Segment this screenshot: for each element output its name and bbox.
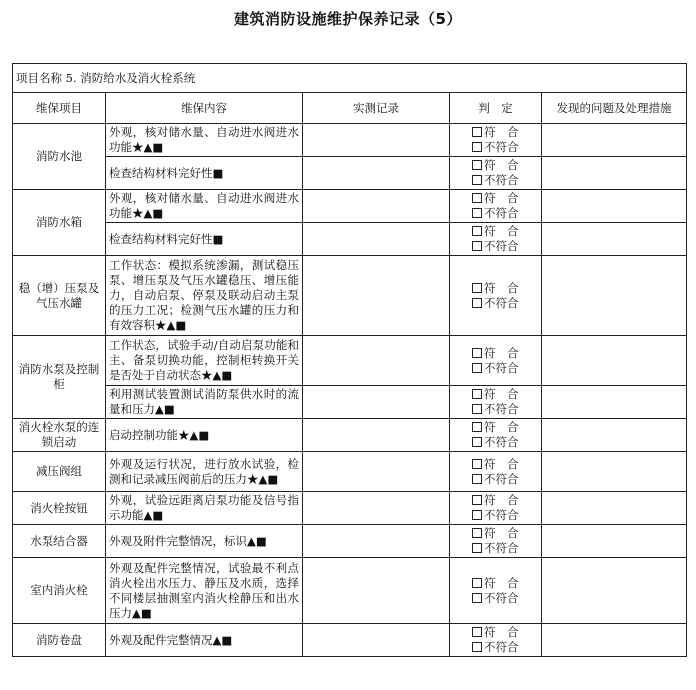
maintenance-item: 消防水池: [13, 124, 106, 190]
maintenance-item: 水泵结合器: [13, 525, 106, 558]
judgement-cell: [450, 419, 542, 452]
judge-pass-label: 符 合: [484, 191, 519, 205]
judgement-cell: [450, 157, 542, 190]
judgement-cell: [450, 336, 542, 386]
judge-pass-option[interactable]: [472, 457, 539, 472]
measured-record-cell[interactable]: [303, 256, 450, 336]
checkbox-icon[interactable]: [472, 283, 482, 293]
table-row: [13, 558, 687, 624]
maintenance-item: 稳（增）压泵及气压水罐: [13, 256, 106, 336]
judge-fail-label: 不符合: [484, 508, 519, 522]
maintenance-content: 工作状态：模拟系统渗漏，测试稳压泵、增压泵及气压水罐稳压、增压能力，自动启泵、停泵及联动启动主泵的压力工况；检测气压水罐的压力和有效容积★▲■: [106, 256, 303, 336]
judge-pass-option[interactable]: [472, 191, 539, 206]
checkbox-icon[interactable]: [472, 160, 482, 170]
judge-pass-label: 符 合: [484, 526, 519, 540]
judge-fail-option[interactable]: [472, 361, 539, 376]
judgement-cell: [450, 124, 542, 157]
measured-record-cell[interactable]: [303, 419, 450, 452]
judgement-cell: [450, 452, 542, 492]
judge-pass-option[interactable]: [472, 625, 539, 640]
maintenance-record-table: [12, 63, 687, 657]
table-row: [13, 124, 687, 157]
issues-cell[interactable]: [542, 558, 687, 624]
judge-pass-option[interactable]: [472, 387, 539, 402]
issues-cell[interactable]: [542, 386, 687, 419]
judge-fail-option[interactable]: [472, 239, 539, 254]
judge-pass-option[interactable]: [472, 526, 539, 541]
maintenance-content: 外观及配件完整情况，试验最不利点消火栓出水压力、静压及水质，选择不同楼层抽测室内消火栓静压和出水压力▲■: [106, 558, 303, 624]
project-name-row: [13, 64, 687, 93]
judge-fail-option[interactable]: [472, 541, 539, 556]
judge-pass-label: 符 合: [484, 345, 519, 360]
judge-pass-option[interactable]: [472, 281, 539, 296]
judge-fail-option[interactable]: [472, 472, 539, 487]
judge-fail-label: 不符合: [484, 402, 519, 416]
maintenance-content: 检查结构材料完好性■: [106, 223, 303, 256]
checkbox-icon[interactable]: [472, 627, 482, 637]
issues-cell[interactable]: [542, 419, 687, 452]
judge-pass-option[interactable]: [472, 576, 539, 591]
maintenance-item: 消火栓按钮: [13, 492, 106, 525]
judge-fail-label: 不符合: [484, 173, 519, 187]
checkbox-icon[interactable]: [472, 241, 482, 251]
checkbox-icon[interactable]: [472, 495, 482, 505]
judge-fail-option[interactable]: [472, 640, 539, 655]
header-content: 维保内容: [106, 93, 303, 124]
page-title: 建筑消防设施维护保养记录（5）: [234, 10, 462, 28]
judge-pass-label: 符 合: [484, 625, 519, 639]
checkbox-icon[interactable]: [472, 208, 482, 218]
checkbox-icon[interactable]: [472, 474, 482, 484]
table-row: [13, 386, 687, 419]
measured-record-cell[interactable]: [303, 157, 450, 190]
checkbox-icon[interactable]: [472, 437, 482, 447]
issues-cell[interactable]: [542, 525, 687, 558]
measured-record-cell[interactable]: [303, 223, 450, 256]
measured-record-cell[interactable]: [303, 492, 450, 525]
header-row: [13, 93, 687, 124]
table-row: [13, 190, 687, 223]
checkbox-icon[interactable]: [472, 404, 482, 414]
measured-record-cell[interactable]: [303, 624, 450, 657]
checkbox-icon[interactable]: [472, 578, 482, 588]
judge-fail-option[interactable]: [472, 508, 539, 523]
issues-cell[interactable]: [542, 492, 687, 525]
checkbox-icon[interactable]: [472, 127, 482, 137]
maintenance-item: 消防水箱: [13, 190, 106, 256]
maintenance-content: 外观，核对储水量、自动进水阀进水功能★▲■: [106, 190, 303, 223]
maintenance-content: 外观及附件完整情况，标识▲■: [106, 525, 303, 558]
judge-pass-option[interactable]: [472, 125, 539, 140]
maintenance-content: 工作状态，试验手动/自动启泵功能和主、备泵切换功能，控制柜转换开关是否处于自动状态★▲■: [106, 336, 303, 386]
header-item: 维保项目: [13, 93, 106, 124]
issues-cell[interactable]: [542, 452, 687, 492]
judgement-cell: [450, 525, 542, 558]
judge-pass-label: 符 合: [484, 575, 519, 590]
judge-fail-label: 不符合: [484, 640, 519, 654]
issues-cell[interactable]: [542, 256, 687, 336]
issues-cell[interactable]: [542, 124, 687, 157]
table-row: [13, 256, 687, 336]
judge-pass-option[interactable]: [472, 346, 539, 361]
header-record: 实测记录: [303, 93, 450, 124]
judge-fail-label: 不符合: [484, 140, 519, 154]
judge-pass-option[interactable]: [472, 158, 539, 173]
maintenance-content: 外观及配件完整情况▲■: [106, 624, 303, 657]
measured-record-cell[interactable]: [303, 124, 450, 157]
checkbox-icon[interactable]: [472, 510, 482, 520]
judge-fail-option[interactable]: [472, 173, 539, 188]
table-row: [13, 157, 687, 190]
measured-record-cell[interactable]: [303, 190, 450, 223]
checkbox-icon[interactable]: [472, 142, 482, 152]
measured-record-cell[interactable]: [303, 386, 450, 419]
judge-pass-option[interactable]: [472, 224, 539, 239]
judgement-cell: [450, 558, 542, 624]
table-row: [13, 336, 687, 386]
checkbox-icon[interactable]: [472, 593, 482, 603]
judgement-cell: [450, 492, 542, 525]
judge-pass-label: 符 合: [484, 387, 519, 401]
issues-cell[interactable]: [542, 190, 687, 223]
maintenance-item: 消防水泵及控制柜: [13, 336, 106, 419]
header-issues: 发现的问题及处理措施: [542, 93, 687, 124]
judgement-cell: [450, 624, 542, 657]
judge-pass-label: 符 合: [484, 456, 519, 471]
maintenance-content: 检查结构材料完好性■: [106, 157, 303, 190]
issues-cell[interactable]: [542, 624, 687, 657]
judge-fail-option[interactable]: [472, 435, 539, 450]
table-row: [13, 525, 687, 558]
checkbox-icon[interactable]: [472, 298, 482, 308]
judge-fail-label: 不符合: [484, 206, 519, 220]
judge-fail-option[interactable]: [472, 402, 539, 417]
issues-cell[interactable]: [542, 223, 687, 256]
measured-record-cell[interactable]: [303, 558, 450, 624]
judge-pass-option[interactable]: [472, 420, 539, 435]
checkbox-icon[interactable]: [472, 528, 482, 538]
table-row: [13, 419, 687, 452]
judgement-cell: [450, 223, 542, 256]
checkbox-icon[interactable]: [472, 193, 482, 203]
judge-fail-label: 不符合: [484, 295, 519, 310]
table-row: [13, 452, 687, 492]
judge-fail-option[interactable]: [472, 206, 539, 221]
table-row: [13, 223, 687, 256]
judge-fail-label: 不符合: [484, 590, 519, 605]
maintenance-content: 启动控制功能★▲■: [106, 419, 303, 452]
judge-pass-label: 符 合: [484, 280, 519, 295]
maintenance-item: 室内消火栓: [13, 558, 106, 624]
judge-fail-label: 不符合: [484, 360, 519, 375]
measured-record-cell[interactable]: [303, 525, 450, 558]
header-judge: 判 定: [450, 93, 542, 124]
judge-pass-label: 符 合: [484, 224, 519, 238]
issues-cell[interactable]: [542, 157, 687, 190]
measured-record-cell[interactable]: [303, 336, 450, 386]
checkbox-icon[interactable]: [472, 363, 482, 373]
judge-fail-label: 不符合: [484, 541, 519, 555]
measured-record-cell[interactable]: [303, 452, 450, 492]
judge-fail-option[interactable]: [472, 140, 539, 155]
table-row: [13, 624, 687, 657]
checkbox-icon[interactable]: [472, 642, 482, 652]
judge-pass-label: 符 合: [484, 158, 519, 172]
judge-pass-option[interactable]: [472, 493, 539, 508]
maintenance-item: 消防卷盘: [13, 624, 106, 657]
maintenance-content: 外观，核对储水量、自动进水阀进水功能★▲■: [106, 124, 303, 157]
judge-fail-option[interactable]: [472, 296, 539, 311]
judge-fail-label: 不符合: [484, 435, 519, 449]
judge-fail-option[interactable]: [472, 591, 539, 606]
judgement-cell: [450, 190, 542, 223]
maintenance-item: 减压阀组: [13, 452, 106, 492]
checkbox-icon[interactable]: [472, 422, 482, 432]
issues-cell[interactable]: [542, 336, 687, 386]
checkbox-icon[interactable]: [472, 226, 482, 236]
maintenance-item: 消火栓水泵的连锁启动: [13, 419, 106, 452]
judge-pass-label: 符 合: [484, 420, 519, 434]
maintenance-content: 外观及运行状况，进行放水试验，检测和记录减压阀前后的压力★▲■: [106, 452, 303, 492]
judgement-cell: [450, 256, 542, 336]
judge-fail-label: 不符合: [484, 471, 519, 486]
checkbox-icon[interactable]: [472, 543, 482, 553]
judgement-cell: [450, 386, 542, 419]
checkbox-icon[interactable]: [472, 389, 482, 399]
checkbox-icon[interactable]: [472, 348, 482, 358]
judge-pass-label: 符 合: [484, 493, 519, 507]
table-row: [13, 492, 687, 525]
judge-pass-label: 符 合: [484, 125, 519, 139]
checkbox-icon[interactable]: [472, 459, 482, 469]
maintenance-content: 利用测试装置测试消防泵供水时的流量和压力▲■: [106, 386, 303, 419]
checkbox-icon[interactable]: [472, 175, 482, 185]
judge-fail-label: 不符合: [484, 239, 519, 253]
maintenance-content: 外观，试验远距离启泵功能及信号指示功能▲■: [106, 492, 303, 525]
project-name: 项目名称 5. 消防给水及消火栓系统: [13, 64, 687, 93]
